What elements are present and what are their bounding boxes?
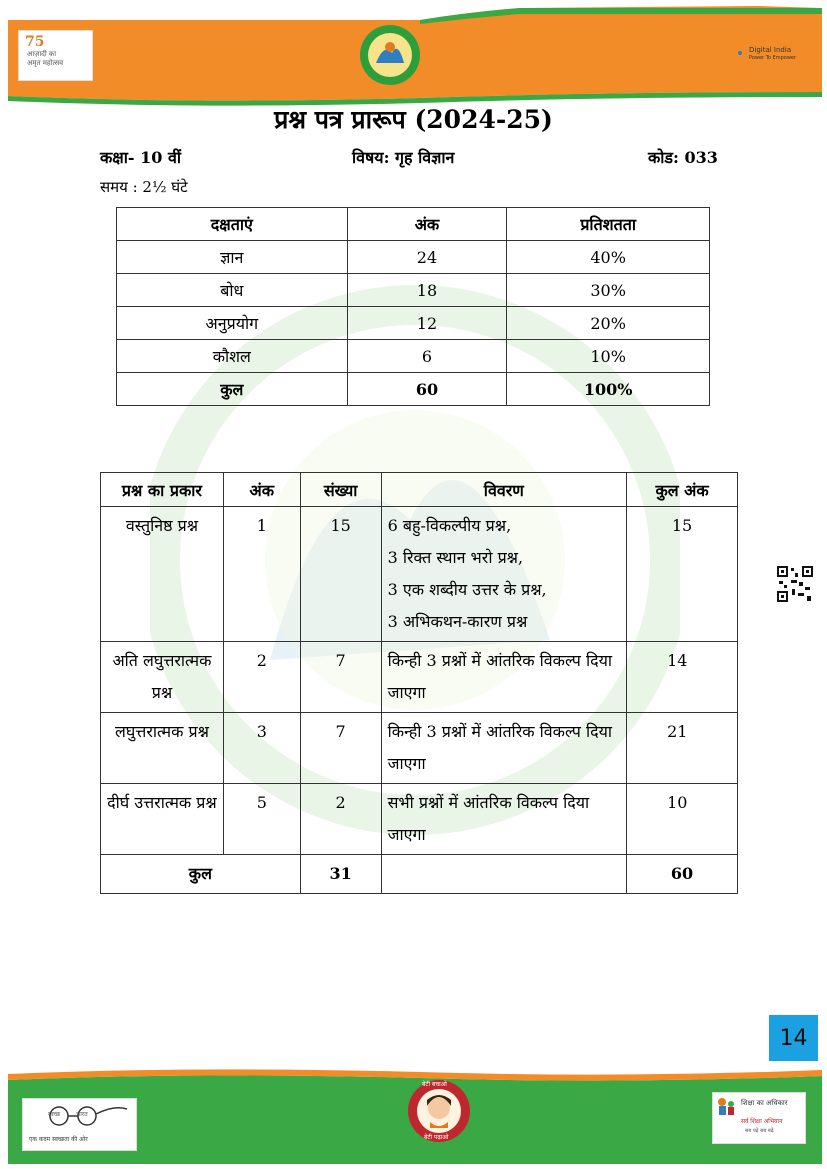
table-row (117, 340, 710, 373)
rte-sarva-shiksha-logo: शिक्षा का अधिकार सर्व शिक्षा अभियान सब पढ़ें सब बढ़ें (712, 1092, 806, 1144)
qr-code (776, 565, 814, 603)
table-cell: किन्ही 3 प्रश्नों में आंतरिक विकल्प दिया जाएगा (381, 642, 627, 713)
swachh-bharat-logo: स्वच्छ भारत एक कदम स्वच्छता की ओर (22, 1098, 137, 1151)
table-header-row (117, 208, 710, 241)
table-cell: 10% (507, 340, 710, 373)
table-cell: 7 (300, 642, 381, 713)
detail-line: 6 बहु-विकल्पीय प्रश्न, (387, 516, 512, 535)
table-cell: 7 (300, 713, 381, 784)
column-header: कुल अंक (627, 473, 738, 507)
table-cell (381, 507, 627, 642)
table-cell: वस्तुनिष्ठ प्रश्न (101, 507, 224, 642)
table-cell: 3 (223, 713, 300, 784)
table-cell: अनुप्रयोग (117, 307, 348, 340)
table-row (101, 507, 738, 642)
table-cell: 30% (507, 274, 710, 307)
table-cell: कुल (101, 855, 301, 894)
code-label: कोड: 033 (648, 148, 718, 167)
table-row (117, 307, 710, 340)
table-row (101, 784, 738, 855)
page-title: प्रश्न पत्र प्रारूप (2024-25) (274, 105, 553, 134)
table-row (101, 642, 738, 713)
table-cell: 15 (300, 507, 381, 642)
table-cell: 5 (223, 784, 300, 855)
table-cell: 10 (627, 784, 738, 855)
total-row (101, 855, 738, 894)
column-header: अंक (347, 208, 507, 241)
detail-line: 3 अभिकथन-कारण प्रश्न (387, 612, 528, 631)
question-type-table (100, 472, 738, 894)
table-cell: 14 (627, 642, 738, 713)
table-cell: कौशल (117, 340, 348, 373)
table-cell: 60 (347, 373, 507, 406)
board-seal-logo (358, 23, 422, 87)
detail-line: 3 रिक्त स्थान भरो प्रश्न, (387, 548, 524, 567)
table-cell: लघुत्तरात्मक प्रश्न (101, 713, 224, 784)
time-label: समय : 2½ घंटे (100, 178, 188, 196)
detail-line: 3 एक शब्दीय उत्तर के प्रश्न, (387, 580, 547, 599)
table-cell: 100% (507, 373, 710, 406)
table-cell: ज्ञान (117, 241, 348, 274)
table-cell: किन्ही 3 प्रश्नों में आंतरिक विकल्प दिया जाएगा (381, 713, 627, 784)
table-cell: अति लघुत्तरात्मक प्रश्न (101, 642, 224, 713)
table-cell (381, 855, 627, 894)
column-header: दक्षताएं (117, 208, 348, 241)
table-cell: 24 (347, 241, 507, 274)
table-cell: सभी प्रश्नों में आंतरिक विकल्प दिया जाएगा (381, 784, 627, 855)
table-cell: 31 (300, 855, 381, 894)
beti-bachao-bottom-text: बेटी पढ़ाओ (424, 1134, 449, 1141)
table-cell: 12 (347, 307, 507, 340)
table-cell: 1 (223, 507, 300, 642)
column-header: विवरण (381, 473, 627, 507)
table-cell: 2 (300, 784, 381, 855)
table-cell: कुल (117, 373, 348, 406)
table-row (101, 713, 738, 784)
table-cell: 2 (223, 642, 300, 713)
table-cell: 40% (507, 241, 710, 274)
azadi-logo: 75 आज़ादी का अमृत महोत्सव (18, 30, 93, 81)
beti-bachao-top-text: बेटी बचाओ (422, 1081, 447, 1088)
competency-table (116, 207, 710, 406)
column-header: अंक (223, 473, 300, 507)
column-header: संख्या (300, 473, 381, 507)
table-cell: बोध (117, 274, 348, 307)
table-cell: 18 (347, 274, 507, 307)
table-cell: 20% (507, 307, 710, 340)
column-header: प्रश्न का प्रकार (101, 473, 224, 507)
digital-india-logo: Digital India Power To Empower (733, 40, 805, 70)
table-cell: दीर्घ उत्तरात्मक प्रश्न (101, 784, 224, 855)
page-number: 14 (769, 1015, 818, 1061)
table-header-row (101, 473, 738, 507)
table-row (117, 241, 710, 274)
class-label: कक्षा- 10 वीं (100, 148, 181, 167)
table-cell: 21 (627, 713, 738, 784)
table-cell: 15 (627, 507, 738, 642)
table-row (117, 274, 710, 307)
table-cell: 6 (347, 340, 507, 373)
total-row (117, 373, 710, 406)
table-cell: 60 (627, 855, 738, 894)
column-header: प्रतिशतता (507, 208, 710, 241)
subject-label: विषय: गृह विज्ञान (352, 148, 455, 167)
